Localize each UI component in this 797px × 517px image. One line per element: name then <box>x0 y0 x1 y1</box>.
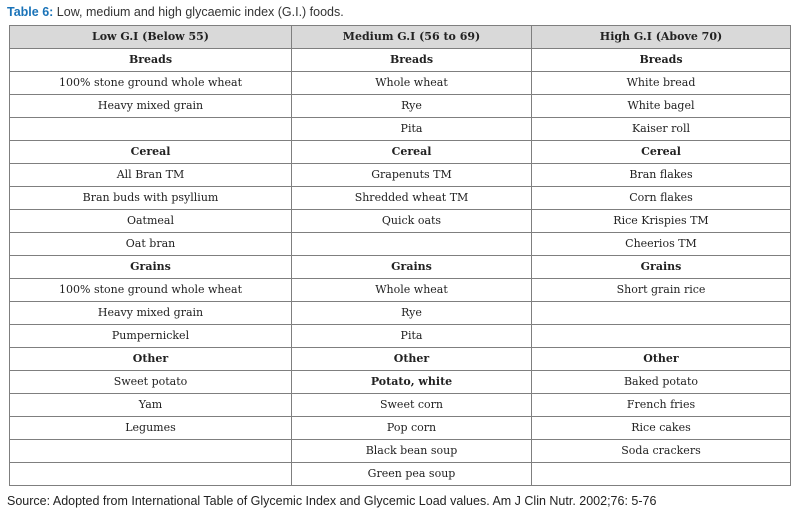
table-cell: All Bran TM <box>10 164 292 187</box>
table-cell: Oatmeal <box>10 210 292 233</box>
table-cell: Corn flakes <box>532 187 791 210</box>
table-cell: Heavy mixed grain <box>10 302 292 325</box>
table-cell <box>10 463 292 486</box>
table-caption-text: Low, medium and high glycaemic index (G.I.) foods. <box>53 5 344 19</box>
table-cell: Soda crackers <box>532 440 791 463</box>
table-cell: Pita <box>292 118 532 141</box>
table-cell: Baked potato <box>532 371 791 394</box>
table-row <box>10 141 791 164</box>
table-cell: Shredded wheat TM <box>292 187 532 210</box>
table-cell: Potato, white <box>292 371 532 394</box>
source-note: Source: Adopted from International Table of Glycemic Index and Glycemic Load values. Am J Clin Nutr. 2002;76: 5-76 <box>7 494 657 508</box>
table-row <box>10 302 791 325</box>
table-cell: French fries <box>532 394 791 417</box>
table-cell <box>10 118 292 141</box>
table-row <box>10 348 791 371</box>
table-row <box>10 95 791 118</box>
table-cell: Heavy mixed grain <box>10 95 292 118</box>
table-cell: Kaiser roll <box>532 118 791 141</box>
table-row <box>10 463 791 486</box>
table-header-row <box>10 26 791 49</box>
table-cell <box>292 233 532 256</box>
section-heading: Breads <box>10 49 292 72</box>
header-high-gi: High G.I (Above 70) <box>532 26 791 49</box>
glycaemic-index-table <box>9 25 791 486</box>
table-cell: Sweet potato <box>10 371 292 394</box>
table-cell: Pop corn <box>292 417 532 440</box>
table-row <box>10 164 791 187</box>
table-cell: Oat bran <box>10 233 292 256</box>
section-heading: Breads <box>532 49 791 72</box>
header-low-gi: Low G.I (Below 55) <box>10 26 292 49</box>
section-heading: Breads <box>292 49 532 72</box>
table-row <box>10 72 791 95</box>
table-row <box>10 210 791 233</box>
table-cell: Green pea soup <box>292 463 532 486</box>
section-heading: Other <box>10 348 292 371</box>
section-heading: Grains <box>532 256 791 279</box>
table-row <box>10 371 791 394</box>
table-cell: Pita <box>292 325 532 348</box>
table-caption <box>7 5 344 19</box>
table-cell <box>532 325 791 348</box>
section-heading: Other <box>532 348 791 371</box>
table-cell: Quick oats <box>292 210 532 233</box>
header-medium-gi: Medium G.I (56 to 69) <box>292 26 532 49</box>
table-row <box>10 394 791 417</box>
table-row <box>10 256 791 279</box>
table-cell: Black bean soup <box>292 440 532 463</box>
section-heading: Cereal <box>532 141 791 164</box>
table-cell: Bran flakes <box>532 164 791 187</box>
table-cell: White bagel <box>532 95 791 118</box>
table-cell: Pumpernickel <box>10 325 292 348</box>
table-cell <box>532 302 791 325</box>
table-cell: Sweet corn <box>292 394 532 417</box>
table-cell: Rye <box>292 95 532 118</box>
table-cell: Whole wheat <box>292 279 532 302</box>
table-cell: Short grain rice <box>532 279 791 302</box>
table-cell: 100% stone ground whole wheat <box>10 72 292 95</box>
table-cell: Bran buds with psyllium <box>10 187 292 210</box>
table-cell: 100% stone ground whole wheat <box>10 279 292 302</box>
table-cell: Rice cakes <box>532 417 791 440</box>
table-row <box>10 233 791 256</box>
table-row <box>10 118 791 141</box>
table-row <box>10 279 791 302</box>
table-row <box>10 440 791 463</box>
table-cell: White bread <box>532 72 791 95</box>
table-cell: Rice Krispies TM <box>532 210 791 233</box>
table-cell: Legumes <box>10 417 292 440</box>
table-cell <box>10 440 292 463</box>
section-heading: Grains <box>292 256 532 279</box>
table-row <box>10 187 791 210</box>
table-caption-label: Table 6: <box>7 5 54 19</box>
table-cell: Cheerios TM <box>532 233 791 256</box>
section-heading: Grains <box>10 256 292 279</box>
table-row <box>10 325 791 348</box>
table-row <box>10 417 791 440</box>
section-heading: Other <box>292 348 532 371</box>
table-cell <box>532 463 791 486</box>
section-heading: Cereal <box>292 141 532 164</box>
table-cell: Grapenuts TM <box>292 164 532 187</box>
section-heading: Cereal <box>10 141 292 164</box>
table-cell: Whole wheat <box>292 72 532 95</box>
table-cell: Rye <box>292 302 532 325</box>
table-cell: Yam <box>10 394 292 417</box>
table-row <box>10 49 791 72</box>
